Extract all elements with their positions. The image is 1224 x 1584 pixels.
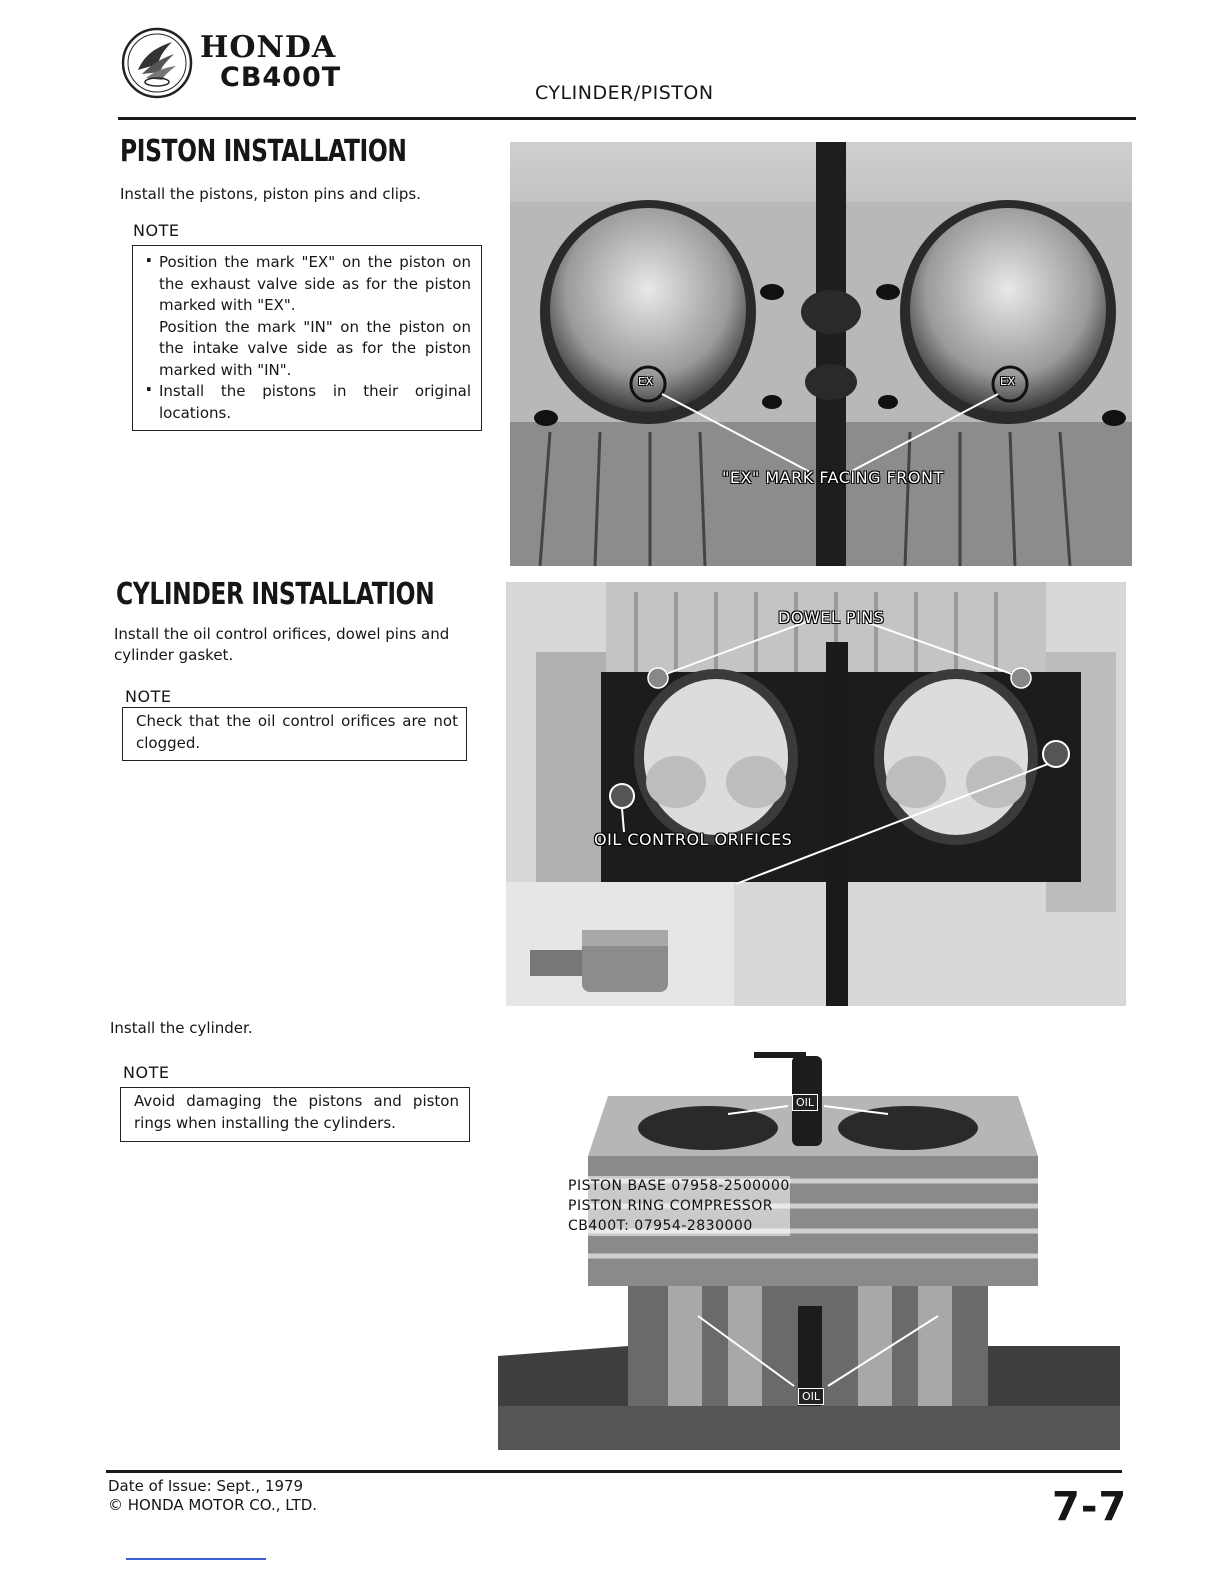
tool-ring-compressor: PISTON RING COMPRESSOR: [568, 1198, 773, 1214]
scan-edge-line: [126, 1558, 266, 1560]
cylinder-installation-photo: [498, 1046, 1120, 1450]
brand-name: HONDA: [200, 30, 337, 65]
piston-note-box: [132, 245, 482, 431]
cylinder-installation-intro: Install the oil control orifices, dowel pins and cylinder gasket.: [114, 625, 450, 664]
tool-compressor-part-number: CB400T: 07954-2830000: [568, 1218, 753, 1234]
model-name: CB400T: [220, 62, 342, 93]
piston-note-item: [137, 381, 471, 424]
dowel-pins-photo: [506, 582, 1126, 1006]
piston-note-in: Position the mark "IN" on the piston on the intake valve side as for the piston marked with "IN".: [159, 317, 471, 379]
header-divider: [118, 117, 1136, 120]
piston-installation-heading: PISTON INSTALLATION: [120, 134, 407, 169]
honda-wing-emblem-icon: [120, 26, 194, 100]
oil-top-label: OIL: [792, 1094, 818, 1111]
date-of-issue: Date of Issue: Sept., 1979: [108, 1477, 304, 1495]
piston-note-label: NOTE: [133, 221, 180, 240]
footer-divider: [106, 1470, 1122, 1473]
piston-note-ex: Position the mark "EX" on the piston on the exhaust valve side as for the piston marked with "EX".: [159, 253, 471, 314]
cylinder-damage-note-box: [120, 1087, 470, 1142]
oil-control-orifices-caption: OIL CONTROL ORIFICES: [594, 830, 793, 849]
tool-callout: [568, 1176, 790, 1236]
damage-note-text: Avoid damaging the pistons and piston rings when installing the cylinders.: [134, 1092, 459, 1132]
oil-bottom-label: OIL: [798, 1388, 824, 1405]
piston-installation-intro: Install the pistons, piston pins and clips.: [120, 185, 422, 203]
cylinder-note-label: NOTE: [125, 687, 172, 706]
page-number: 7-7: [1052, 1484, 1128, 1530]
cylinder-installation-heading: CYLINDER INSTALLATION: [116, 577, 435, 612]
section-title: CYLINDER/PISTON: [535, 82, 714, 104]
dowel-pins-caption: DOWEL PINS: [778, 608, 885, 627]
piston-note-original-locations: Install the pistons in their original locations.: [159, 382, 471, 422]
piston-note-item: [137, 252, 471, 381]
cylinder-damage-note-label: NOTE: [123, 1063, 170, 1082]
ex-mark-left-label: EX: [638, 375, 654, 388]
cylinder-note-box: [122, 707, 467, 761]
ex-mark-facing-front-caption: "EX" MARK FACING FRONT: [722, 468, 944, 487]
piston-ex-mark-photo: [510, 142, 1132, 566]
tool-piston-base: PISTON BASE 07958-2500000: [568, 1178, 790, 1194]
orifice-note-text: Check that the oil control orifices are not clogged.: [136, 712, 458, 752]
ex-mark-right-label: EX: [1000, 375, 1016, 388]
install-cylinder-intro: Install the cylinder.: [110, 1019, 253, 1037]
copyright: © HONDA MOTOR CO., LTD.: [108, 1496, 318, 1514]
